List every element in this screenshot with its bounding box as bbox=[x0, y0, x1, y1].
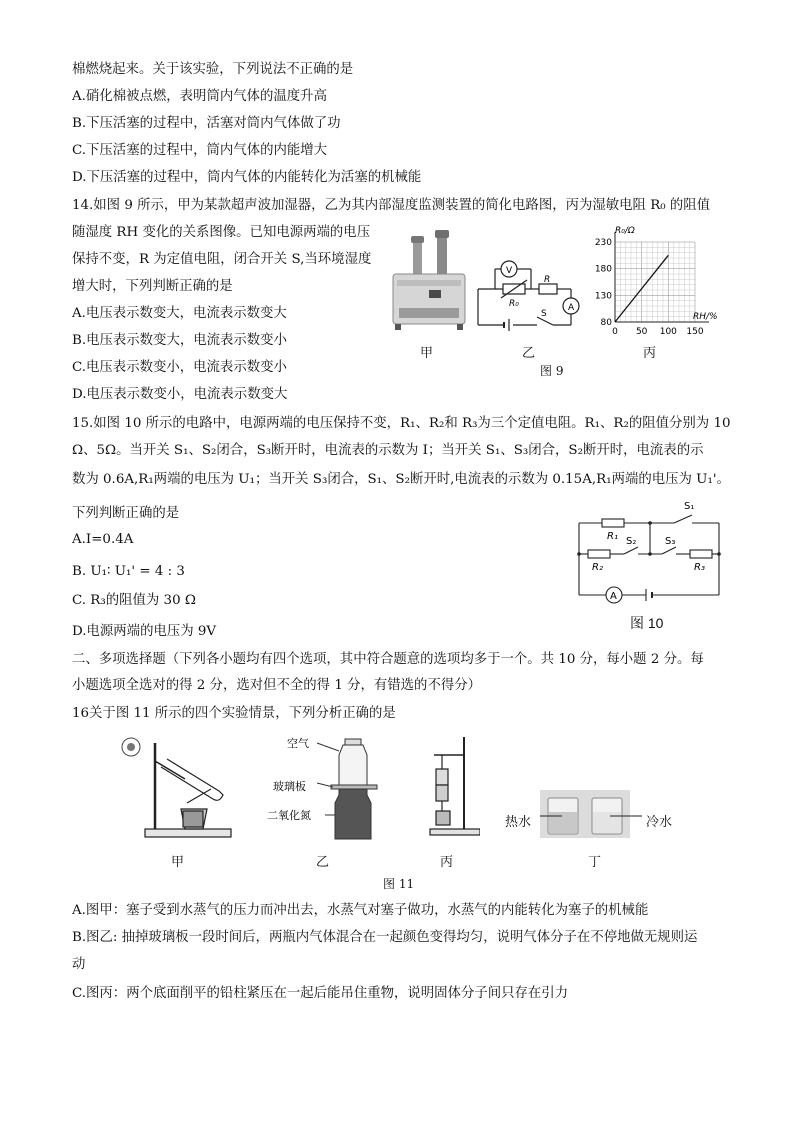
q16-stem: 16关于图 11 所示的四个实验情景，下列分析正确的是 bbox=[72, 706, 396, 721]
y-tick-label: 80 bbox=[600, 318, 612, 328]
s2-label: S₂ bbox=[626, 536, 637, 547]
s3-label: S₃ bbox=[665, 536, 676, 547]
q15-stem-line2: Ω、5Ω。当开关 S₁、S₂闭合，S₃断开时，电流表的示数为 I；当开关 S₁、S₃闭合，S₂断开时，电流表的示 bbox=[72, 443, 704, 458]
graph-ylabel: R₀/Ω bbox=[615, 226, 635, 236]
q15-stem-line3: 数为 0.6A,R₁两端的电压为 U₁；当开关 S₃闭合，S₁、S₂断开时,电流表的示数为 0.15A,R₁两端的电压为 U₁'。 bbox=[72, 472, 730, 487]
section2-heading-line2: 小题选项全选对的得 2 分，选对但不全的得 1 分，有错选的不得分） bbox=[72, 678, 482, 693]
x-tick-label: 0 bbox=[612, 327, 618, 337]
label-cold-water: 冷水 bbox=[646, 815, 673, 830]
s1-label: S₁ bbox=[684, 501, 695, 512]
fig9-label-jia: 甲 bbox=[420, 346, 434, 361]
q14-option-a: A.电压表示数变大，电流表示数变大 bbox=[72, 306, 287, 321]
q13-option-d: D.下压活塞的过程中，筒内气体的内能转化为活塞的机械能 bbox=[72, 170, 422, 185]
x-tick-label: 150 bbox=[686, 327, 704, 337]
q14-option-d: D.电压表示数变小，电流表示数变大 bbox=[72, 387, 288, 402]
fig11-label-jia: 甲 bbox=[171, 855, 185, 870]
q14-option-c: C.电压表示数变小，电流表示数变小 bbox=[72, 360, 287, 375]
r2-label: R₂ bbox=[592, 562, 603, 573]
q15-stem-line4: 下列判断正确的是 bbox=[72, 506, 180, 521]
fig11-label-yi: 乙 bbox=[316, 855, 330, 870]
section2-heading-line1: 二、多项选择题（下列各小题均有四个选项，其中符合题意的选项均多于一个。共 10 分，每小题 2 分。每 bbox=[72, 652, 704, 667]
voltmeter-label: V bbox=[506, 266, 513, 276]
q13-option-b: B.下压活塞的过程中，活塞对筒内气体做了功 bbox=[72, 116, 341, 131]
y-tick-label: 130 bbox=[594, 291, 612, 302]
q15-option-c: C. R₃的阻值为 30 Ω bbox=[72, 593, 196, 608]
label-nitrogen-dioxide: 二氧化氮 bbox=[267, 809, 311, 822]
q16-option-b-cont: 动 bbox=[72, 957, 86, 972]
fig11-caption: 图 11 bbox=[383, 877, 415, 891]
ammeter-label-10: A bbox=[610, 591, 617, 602]
graph-xlabel: RH/% bbox=[693, 312, 718, 322]
r3-label: R₃ bbox=[694, 562, 705, 573]
y-tick-label: 230 bbox=[594, 238, 612, 248]
q16-option-a: A.图甲：塞子受到水蒸气的压力而冲出去，水蒸气对塞子做功，水蒸气的内能转化为塞子的机械能 bbox=[72, 903, 649, 918]
fig11-label-bing: 丙 bbox=[440, 855, 454, 870]
x-tick-label: 100 bbox=[659, 327, 677, 337]
q14-stem-line3: 保持不变，R 为定值电阻，闭合开关 S,当环境湿度 bbox=[72, 252, 372, 267]
r0-vs-rh-graph bbox=[585, 222, 735, 340]
fig10-caption: 图 10 bbox=[630, 615, 664, 631]
switch-label: S bbox=[541, 309, 547, 319]
r1-label: R₁ bbox=[607, 531, 618, 542]
q15-option-a: A.I=0.4A bbox=[72, 532, 134, 547]
fig9-caption: 图 9 bbox=[540, 364, 564, 378]
q15-option-d: D.电源两端的电压为 9V bbox=[72, 624, 217, 639]
q14-stem-line2: 随湿度 RH 变化的关系图像。已知电源两端的电压 bbox=[72, 225, 371, 240]
gas-diffusion-bottles bbox=[255, 733, 395, 843]
label-hot-water: 热水 bbox=[505, 815, 532, 830]
q16-option-b: B.图乙: 抽掉玻璃板一段时间后，两瓶内气体混合在一起颜色变得均匀，说明气体分子在不停地做无规则运 bbox=[72, 930, 698, 945]
label-air: 空气 bbox=[287, 737, 309, 750]
q15-option-b: B. U₁∶ U₁' = 4 : 3 bbox=[72, 564, 185, 579]
q13-option-a: A.硝化棉被点燃，表明筒内气体的温度升高 bbox=[72, 89, 327, 104]
label-glass-plate: 玻璃板 bbox=[273, 780, 306, 793]
x-tick-label: 50 bbox=[635, 327, 648, 337]
q14-stem-line1: 14.如图 9 所示，甲为某款超声波加湿器，乙为其内部湿度监测装置的简化电路图，丙为湿敏电阻 R₀ 的阻值 bbox=[72, 198, 711, 213]
q13-option-c: C.下压活塞的过程中，筒内气体的内能增大 bbox=[72, 143, 328, 158]
fig9-label-bing: 丙 bbox=[643, 346, 657, 361]
r0-label: R₀ bbox=[509, 299, 519, 309]
ammeter-label: A bbox=[568, 303, 575, 313]
q13-stem-tail: 棉燃烧起来。关于该实验，下列说法不正确的是 bbox=[72, 62, 354, 77]
humidity-circuit-diagram bbox=[473, 255, 585, 333]
q16-option-c: C.图丙：两个底面削平的铅柱紧压在一起后能吊住重物，说明固体分子间只存在引力 bbox=[72, 986, 569, 1001]
q14-option-b: B.电压表示数变大，电流表示数变小 bbox=[72, 333, 287, 348]
q14-stem-line4: 增大时，下列判断正确的是 bbox=[72, 279, 233, 294]
circuit-figure-10 bbox=[574, 497, 724, 609]
fig9-label-yi: 乙 bbox=[522, 346, 536, 361]
humidifier-photo bbox=[385, 228, 477, 338]
q15-stem-line1: 15.如图 10 所示的电路中，电源两端的电压保持不变，R₁、R₂和 R₃为三个定值电阻。R₁、R₂的阻值分别为 10 bbox=[72, 416, 731, 431]
y-tick-label: 180 bbox=[594, 264, 612, 275]
test-tube-steam-apparatus bbox=[115, 733, 235, 843]
beaker-pointer-lines bbox=[540, 790, 650, 838]
r-label: R bbox=[544, 275, 551, 285]
fig11-label-ding: 丁 bbox=[588, 855, 602, 870]
lead-cylinders-apparatus bbox=[410, 733, 480, 843]
